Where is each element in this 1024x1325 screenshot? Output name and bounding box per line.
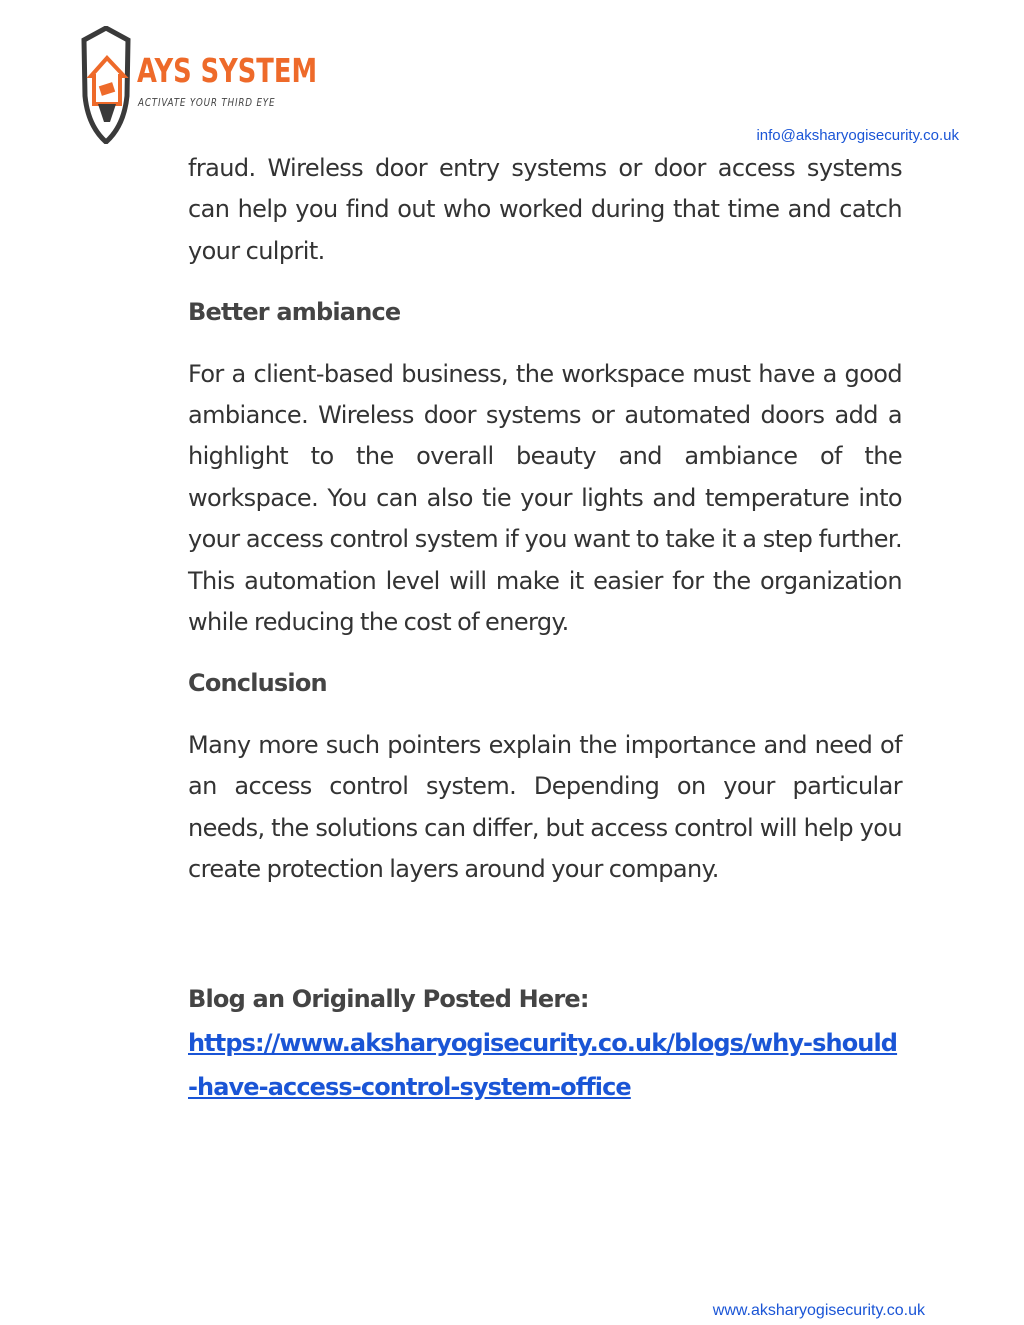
shield-house-icon — [80, 26, 140, 144]
brand-name: AYS SYSTEM — [137, 51, 318, 90]
brand-tagline: ACTIVATE YOUR THIRD EYE — [138, 96, 276, 109]
paragraph-conclusion: Many more such pointers explain the importance and need of an access control system. Depending on your particular needs, the solutions can differ, but access control will help you create protection layers around your company. — [188, 730, 902, 884]
header-email-link[interactable]: info@aksharyogisecurity.co.uk — [756, 127, 959, 144]
heading-better-ambiance: Better ambiance — [188, 298, 401, 327]
footer-website-link[interactable]: www.aksharyogisecurity.co.uk — [712, 1302, 925, 1319]
brand-logo — [80, 26, 318, 144]
paragraph-fraud: fraud. Wireless door entry systems or door access systems can help you find out who worked during that time and catch your culprit. — [188, 154, 902, 265]
blog-source-link[interactable]: https://www.aksharyogisecurity.co.uk/blogs/why-should-have-access-control-system-office — [188, 1028, 898, 1101]
heading-conclusion: Conclusion — [188, 669, 327, 698]
blog-posted-label: Blog an Originally Posted Here: — [188, 984, 589, 1013]
article-body — [188, 148, 902, 1109]
paragraph-ambiance: For a client-based business, the workspace must have a good ambiance. Wireless door systems or automated doors add a highlight to the overall beauty and ambiance of the workspace. You can also tie your lights and temperature into your access control system if you want to take it a step further. This automation level will make it easier for the organization while reducing the cost of energy. — [188, 359, 902, 637]
